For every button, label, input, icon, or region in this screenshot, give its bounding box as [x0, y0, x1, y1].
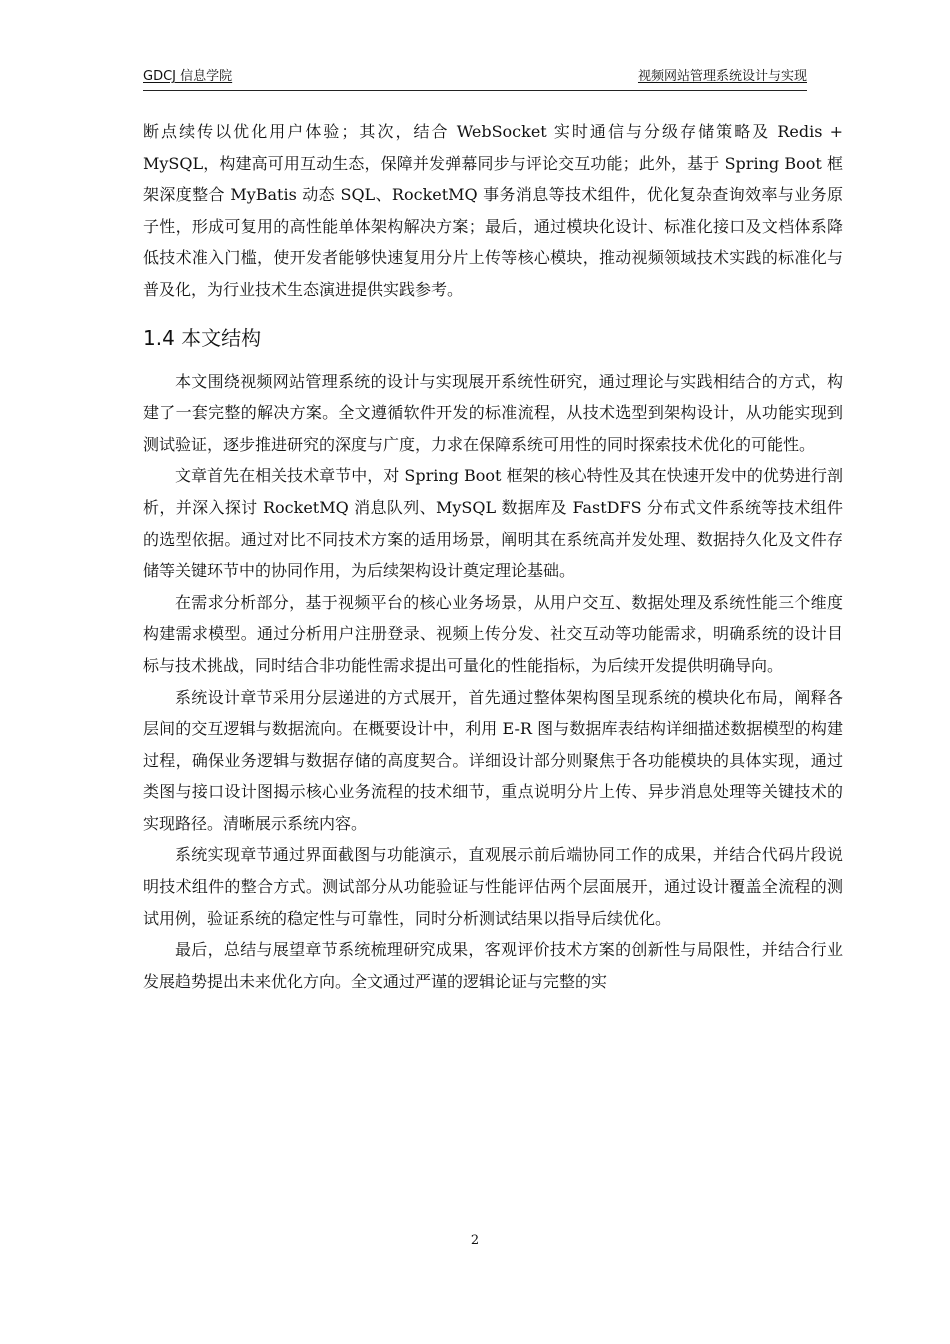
body-content: [143, 116, 843, 997]
paragraph-3: 在需求分析部分，基于视频平台的核心业务场景，从用户交互、数据处理及系统性能三个维度构建需求模型。通过分析用户注册登录、视频上传分发、社交互动等功能需求，明确系统的设计目标与技术挑战，同时结合非功能性需求提出可量化的性能指标，为后续开发提供明确导向。: [143, 592, 843, 675]
paragraph-1: 本文围绕视频网站管理系统的设计与实现展开系统性研究，通过理论与实践相结合的方式，构建了一套完整的解决方案。全文遵循软件开发的标准流程，从技术选型到架构设计，从功能实现到测试验证，逐步推进研究的深度与广度，力求在保障系统可用性的同时探索技术优化的可能性。: [143, 371, 843, 454]
header-institution: GDCJ 信息学院: [143, 69, 233, 84]
paragraph-2: 文章首先在相关技术章节中，对 Spring Boot 框架的核心特性及其在快速开发中的优势进行剖析，并深入探讨 RocketMQ 消息队列、MySQL 数据库及 FastDFS 分布式文件系统等技术组件的选型依据。通过对比不同技术方案的适用场景，阐明其在系统高并发处理、数据持久化及文件存储等关键环节中的协同作用，为后续架构设计奠定理论基础。: [143, 466, 843, 581]
running-header: [143, 68, 807, 91]
continued-paragraph: 断点续传以优化用户体验；其次，结合 WebSocket 实时通信与分级存储策略及 Redis + MySQL，构建高可用互动生态，保障并发弹幕同步与评论交互功能；此外，基于 Spring Boot 框架深度整合 MyBatis 动态 SQL、RocketMQ 事务消息等技术组件，优化复杂查询效率与业务原子性，形成可复用的高性能单体架构解决方案；最后，通过模块化设计、标准化接口及文档体系降低技术准入门槛，使开发者能够快速复用分片上传等核心模块，推动视频领域技术实践的标准化与普及化，为行业技术生态演进提供实践参考。: [143, 122, 843, 299]
paragraph-4: 系统设计章节采用分层递进的方式展开，首先通过整体架构图呈现系统的模块化布局，阐释各层间的交互逻辑与数据流向。在概要设计中，利用 E-R 图与数据库表结构详细描述数据模型的构建过程，确保业务逻辑与数据存储的高度契合。详细设计部分则聚焦于各功能模块的具体实现，通过类图与接口设计图揭示核心业务流程的技术细节，重点说明分片上传、异步消息处理等关键技术的实现路径。清晰展示系统内容。: [143, 687, 843, 833]
page-number: 2: [470, 1233, 480, 1248]
section-heading: 1.4 本文结构: [143, 325, 262, 350]
paragraph-6: 最后，总结与展望章节系统梳理研究成果，客观评价技术方案的创新性与局限性，并结合行业发展趋势提出未来优化方向。全文通过严谨的逻辑论证与完整的实: [143, 940, 843, 991]
paragraph-5: 系统实现章节通过界面截图与功能演示，直观展示前后端协同工作的成果，并结合代码片段说明技术组件的整合方式。测试部分从功能验证与性能评估两个层面展开，通过设计覆盖全流程的测试用例，验证系统的稳定性与可靠性，同时分析测试结果以指导后续优化。: [143, 845, 843, 928]
header-title: 视频网站管理系统设计与实现: [637, 69, 807, 84]
